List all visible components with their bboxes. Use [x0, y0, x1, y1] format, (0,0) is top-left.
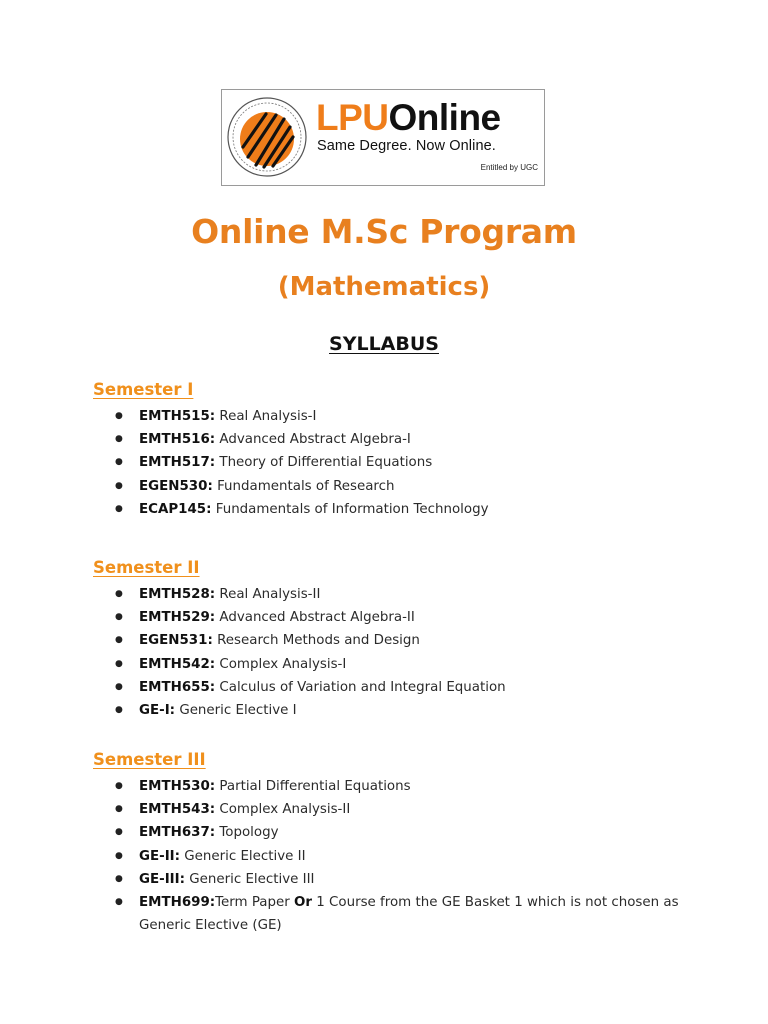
course-name: Real Analysis-I [219, 409, 317, 424]
semester-1-heading: Semester I [93, 380, 194, 399]
course-name: Real Analysis-II [219, 587, 321, 602]
course-code: EMTH637: [139, 825, 216, 841]
course-name: Topology [219, 825, 279, 841]
course-code: EMTH516: [139, 432, 216, 448]
course-item [93, 498, 713, 521]
semester-2-heading: Semester II [93, 558, 200, 577]
course-code: EMTH529: [139, 610, 216, 626]
page-title: Online M.Sc Program [191, 212, 577, 251]
page-subtitle: (Mathematics) [277, 272, 491, 302]
course-name: Fundamentals of Information Technology [215, 501, 489, 517]
semester-1-section [93, 378, 713, 521]
course-code: EMTH530: [139, 779, 216, 794]
course-name: Complex Analysis-II [219, 802, 351, 818]
course-name: Generic Elective I [179, 703, 297, 719]
course-name: Theory of Differential Equations [219, 455, 433, 471]
course-code: EGEN531: [139, 633, 213, 649]
course-code: GE-I: [139, 703, 176, 719]
semester-1-course-list [93, 405, 713, 521]
brand-wordmark [316, 96, 501, 140]
course-code: EMTH528: [139, 587, 216, 602]
course-item [93, 653, 713, 676]
course-name: Generic Elective II [184, 848, 306, 864]
course-code: EMTH543: [139, 802, 216, 818]
semester-3-course-list [93, 775, 713, 937]
course-code: GE-II: [139, 848, 181, 864]
syllabus-heading [0, 330, 768, 358]
semester-2-section [93, 556, 713, 722]
course-code: ECAP145: [139, 501, 212, 517]
course-item [93, 821, 713, 844]
course-item [93, 428, 713, 451]
lpu-online-logo [221, 89, 545, 186]
course-code: GE-III: [139, 871, 185, 887]
course-name-continued: 1 Course from the GE Basket 1 which is not chosen as Generic Elective (GE) [139, 895, 679, 934]
course-item [93, 405, 713, 428]
brand-entitled: Entitled by UGC [480, 163, 538, 172]
course-item [93, 775, 713, 798]
course-name: Research Methods and Design [217, 633, 420, 649]
course-name: Generic Elective III [189, 871, 315, 887]
semester-2-course-list [93, 583, 713, 722]
course-name: Calculus of Variation and Integral Equation [219, 679, 506, 695]
course-item [93, 868, 713, 891]
course-item [93, 798, 713, 821]
course-item [93, 891, 713, 937]
course-item [93, 676, 713, 699]
course-name: Complex Analysis-I [219, 656, 347, 672]
course-code: EMTH699: [139, 895, 216, 911]
course-name: Advanced Abstract Algebra-II [219, 610, 415, 626]
course-name: Term Paper [215, 895, 295, 911]
brand-lpu: LPU [316, 97, 389, 138]
course-code: EMTH542: [139, 656, 216, 672]
course-item [93, 606, 713, 629]
course-name: Fundamentals of Research [217, 478, 395, 494]
course-item [93, 845, 713, 868]
course-code: EMTH655: [139, 679, 216, 695]
course-item [93, 583, 713, 606]
lpu-emblem-icon [226, 95, 308, 179]
course-item [93, 699, 713, 722]
course-name: Partial Differential Equations [219, 779, 411, 794]
course-item [93, 629, 713, 652]
semester-3-section [93, 748, 713, 937]
syllabus-heading-text: SYLLABUS [329, 333, 439, 355]
course-name: Advanced Abstract Algebra-I [219, 432, 411, 448]
course-or-word: Or [294, 895, 313, 911]
course-code: EGEN530: [139, 478, 213, 494]
course-code: EMTH517: [139, 455, 216, 471]
course-item [93, 451, 713, 474]
brand-online: Online [388, 97, 501, 138]
course-item [93, 475, 713, 498]
brand-tagline: Same Degree. Now Online. [317, 138, 496, 154]
semester-3-heading: Semester III [93, 750, 206, 769]
course-code: EMTH515: [139, 409, 216, 424]
